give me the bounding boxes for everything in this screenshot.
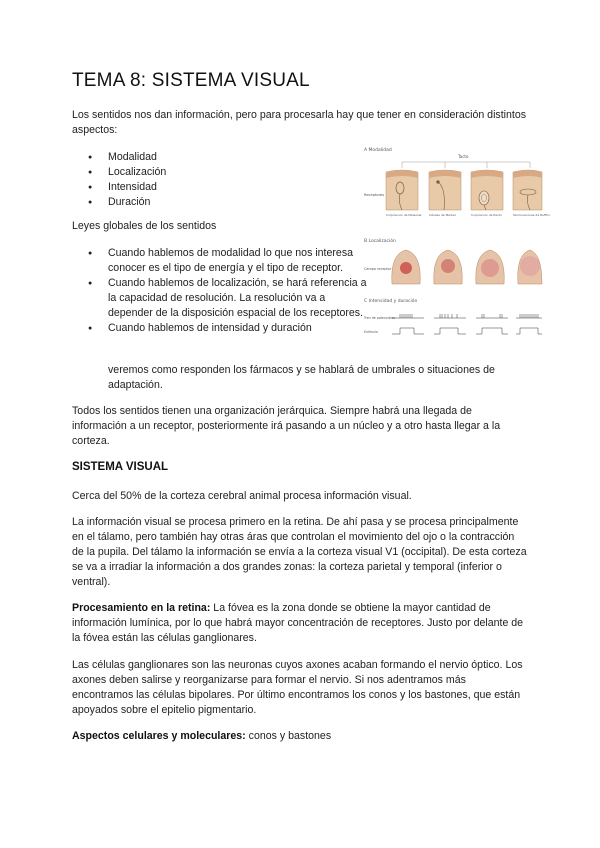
retina-label: Procesamiento en la retina: [72,602,211,614]
cortex-paragraph: Cerca del 50% de la corteza cerebral animal procesa información visual. [72,490,412,502]
list-item [72,321,372,336]
skin-block-merkel [429,170,461,210]
list-item: ● Cuando hablemos de modalidad lo que nos interesa conocer es el tipo de energía y el tipo de receptor. [72,246,372,276]
skin-block-ruffini [513,170,542,210]
receptor-figure [362,144,550,338]
law3-continuation: veremos como responden los fármacos y se hablará de umbrales o situaciones de adaptación. [108,364,495,391]
estimulo-label: Estímulo [364,330,378,334]
retina-paragraph [72,601,528,646]
aspects-list [72,150,166,210]
fingertip-3 [476,250,504,284]
receptores-label: Receptores [364,193,385,197]
page-title: TEMA 8: SISTEMA VISUAL [72,70,310,91]
tacto-label: Tacto [458,154,469,159]
laws-heading: Leyes globales de los sentidos [72,220,217,232]
laws-list [72,246,372,336]
fingertip-4 [518,250,542,284]
spike-trains [392,314,542,318]
receptor-label: Células de Merkel [429,213,456,217]
list-item: ● Cuando hablemos de localización, se hará referencia a la capacidad de resolución. La resolución va a depender de la disposición espacial de los receptores. [72,276,372,321]
cellular-label: Aspectos celulares y moleculares: [72,730,246,742]
panel-c-label: C Intensidad y duración [364,299,418,304]
processing-paragraph: La información visual se procesa primero en la retina. De ahí pasa y se procesa principalmente en el tálamo, pero también hay otras áras que controlan el movimiento del ojo o la contracción de la pupila. Del tálamo la información se envía a la corteza visual V1 (occipital). De esta corteza se va a irradiar la información a dos grandes zonas: la corteza parietal y temporal (inferior o ventral). [72,516,527,588]
section-heading: SISTEMA VISUAL [72,461,169,473]
receptor-label: Corpúsculo de Pacini [471,213,503,217]
law3-first-line: Cuando hablemos de intensidad y duración [108,322,312,334]
stimulus-traces [392,328,542,334]
retina-text: La fóvea es la zona donde se obtiene la mayor cantidad de información lumínica, por lo que habrá mayor concentración de receptores. Justo por delante de la fóvea están las células ganglionares. [72,602,524,644]
receptor-label: Corpúsculo de Meissner [386,213,422,217]
fingertip-1 [392,250,420,284]
receptor-label: Terminaciones de Ruffini [513,213,550,217]
list-item: ● Intensidad [72,180,166,195]
panel-b-label: B Localización [364,239,396,244]
list-item: ● Localización [72,165,166,180]
cellular-paragraph [72,729,528,744]
cellular-text: conos y bastones [245,730,332,742]
skin-block-pacini [471,170,503,210]
list-item: ● Modalidad [72,150,166,165]
campo-label: Campo receptor [364,267,392,271]
list-item: ● Duración [72,195,166,210]
hierarchy-paragraph: Todos los sentidos tienen una organización jerárquica. Siempre habrá una llegada de información a un receptor, posteriormente irá pasando a un núcleo y a otro hasta llegar a la corteza. [72,405,501,447]
skin-block-meissner [386,170,418,210]
fingertip-2 [434,250,462,284]
panel-a-label: A Modalidad [364,148,392,153]
ganglion-paragraph: Las células ganglionares son las neuronas cuyos axones acaban formando el nervio óptico. Los axones deben salirse y reorganizarse para formar el nervio. Si nos adentramos más encontramos las células bipolares. Por último encontramos los conos y los bastones, que están apoyados sobre el epitelio pigmentario. [72,659,523,716]
intro-paragraph: Los sentidos nos dan información, pero para procesarla hay que tener en consideración distintos aspectos: [72,109,527,136]
tren-label: Tren de potenciales [364,316,396,320]
